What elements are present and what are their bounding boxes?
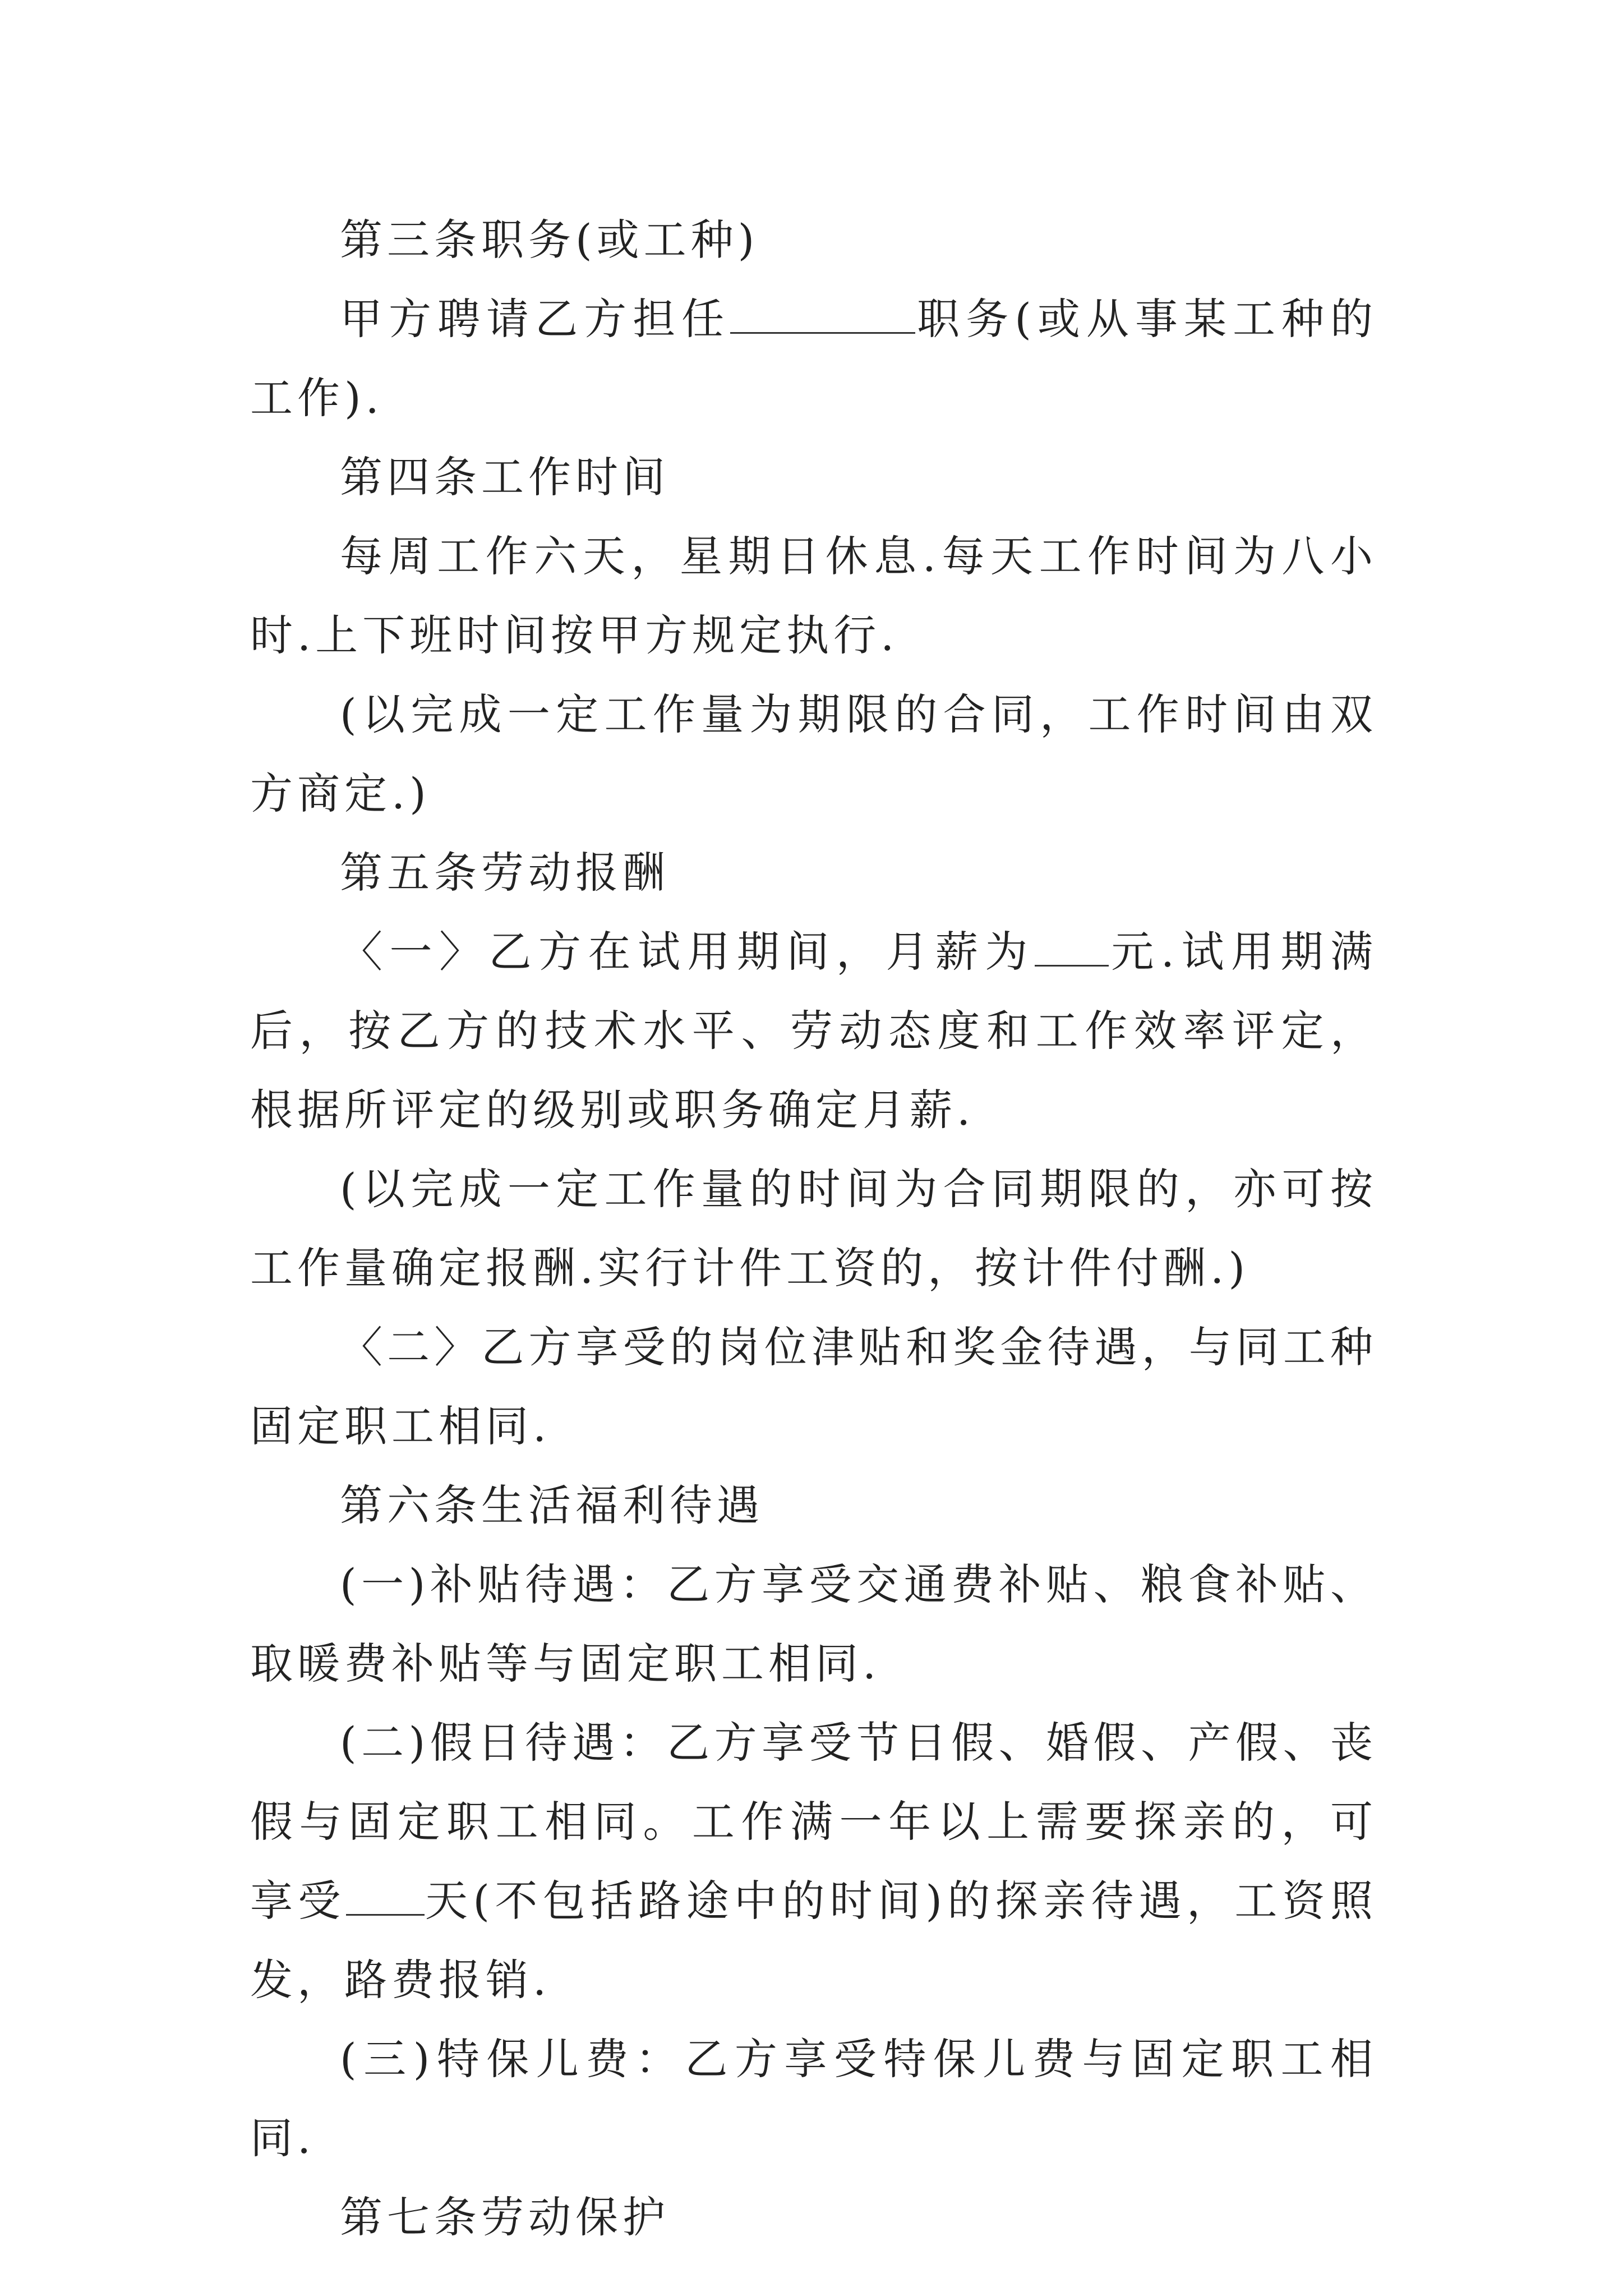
- paragraph-text: 天(不包括路途中的时间)的探亲待遇，工资照发，路费报销.: [250, 1876, 1377, 2005]
- fill-in-blank: [730, 293, 915, 334]
- article-heading-4: 第四条工作时间: [340, 452, 670, 502]
- paragraph-salary-note: (以完成一定工作量的时间为合同期限的，亦可按工作量确定报酬.实行计件工资的，按计件付酬.): [250, 1164, 1377, 1293]
- paragraph-text: (二)假日待遇：乙方享受节日假、婚假、产假、丧假与固定职工相同。工作满一年以上需要探亲的，可享受: [250, 1718, 1377, 1926]
- paragraph-subsidy: (一)补贴待遇：乙方享受交通费补贴、粮食补贴、取暖费补贴等与固定职工相同.: [250, 1559, 1377, 1688]
- paragraph-holidays: [250, 1703, 1377, 2019]
- article-heading-6: 第六条生活福利待遇: [340, 1480, 764, 1530]
- paragraph-text: 元.试用期满后，按乙方的技术水平、劳动态度和工作效率评定，根据所评定的级别或职务确定月薪.: [250, 927, 1377, 1135]
- paragraph-text: 〈一〉乙方在试用期间，月薪为: [340, 927, 1035, 977]
- article-heading-7: 第七条劳动保护: [340, 2192, 670, 2242]
- paragraph-working-hours: 每周工作六天，星期日休息.每天工作时间为八小时.上下班时间按甲方规定执行.: [250, 531, 1377, 660]
- article-heading-5: 第五条劳动报酬: [340, 848, 670, 898]
- paragraph-child-care: (三)特保儿费：乙方享受特保儿费与固定职工相同.: [250, 2034, 1377, 2163]
- paragraph-text: 甲方聘请乙方担任: [340, 294, 731, 344]
- fill-in-blank: [1035, 926, 1109, 967]
- paragraph-position: [250, 279, 1377, 438]
- paragraph-salary: [250, 912, 1377, 1149]
- document-body: [250, 200, 1377, 2257]
- fill-in-blank: [346, 1875, 425, 1916]
- paragraph-working-hours-note: (以完成一定工作量为期限的合同，工作时间由双方商定.): [250, 689, 1377, 818]
- paragraph-text: 职务(或从事某工种的工作).: [250, 294, 1377, 423]
- paragraph-allowance: 〈二〉乙方享受的岗位津贴和奖金待遇，与同工种固定职工相同.: [250, 1322, 1377, 1451]
- article-heading-3: 第三条职务(或工种): [340, 215, 759, 265]
